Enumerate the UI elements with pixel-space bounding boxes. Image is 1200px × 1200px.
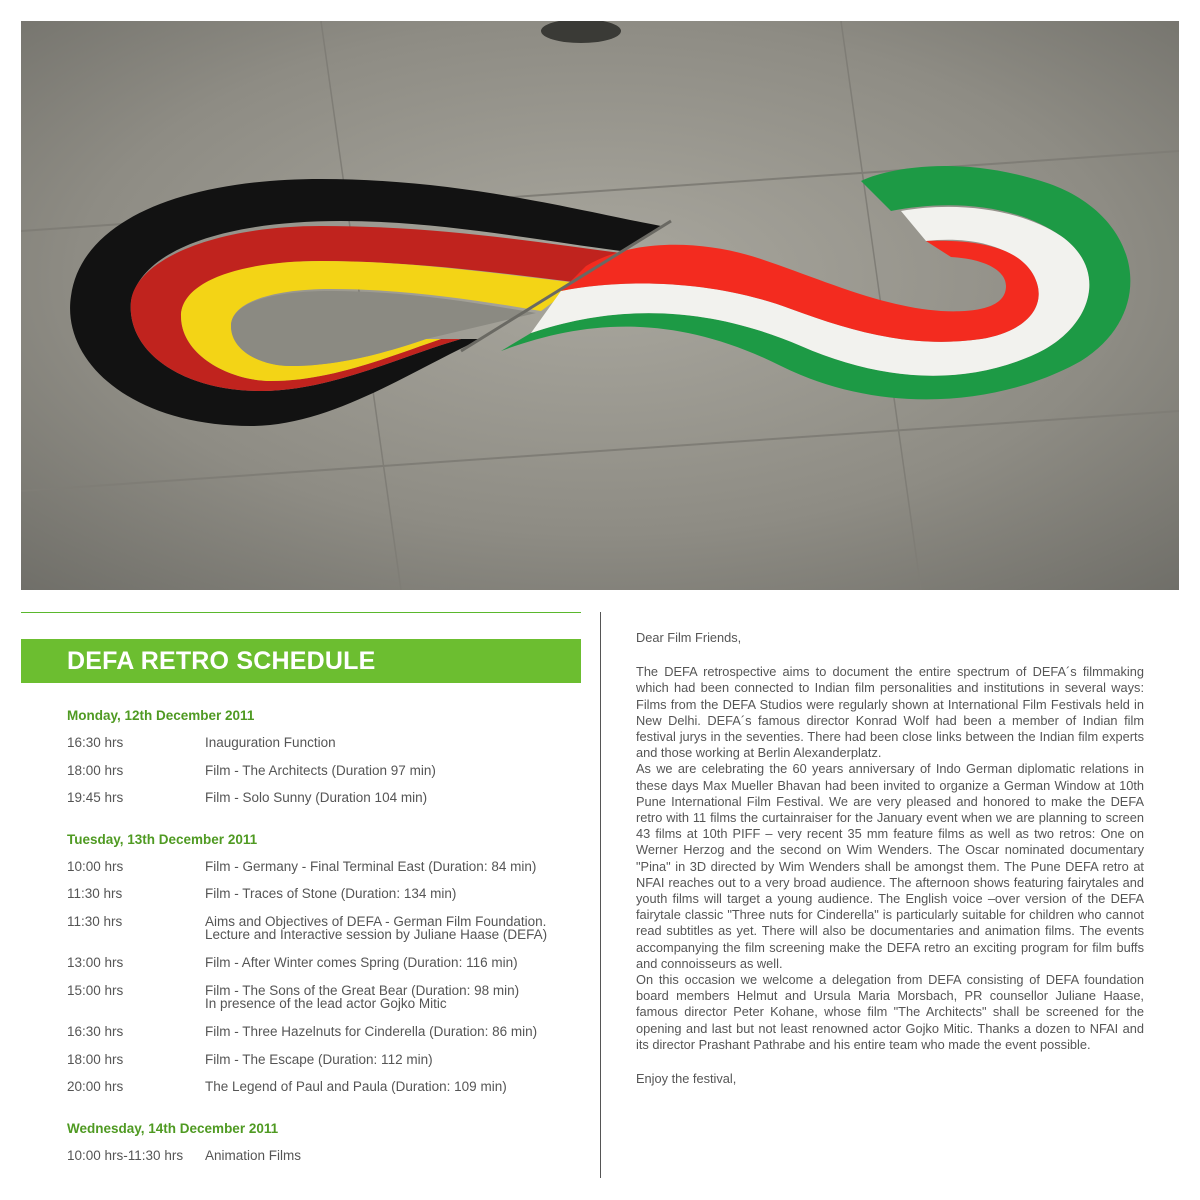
schedule-event-line: Aims and Objectives of DEFA - German Film Foundation. — [205, 913, 547, 929]
schedule-event-line: Film - Traces of Stone (Duration: 134 min) — [205, 886, 457, 901]
schedule-title: DEFA RETRO SCHEDULE — [21, 639, 581, 683]
schedule-time: 19:45 hrs — [67, 790, 124, 805]
rangoli-photo — [21, 21, 1179, 590]
schedule-event-line: Lecture and Interactive session by Juliane Haase (DEFA) — [205, 926, 548, 942]
column-divider — [600, 612, 601, 1178]
letter-paragraph: As we are celebrating the 60 years anniversary of Indo German diplomatic relations in these days Max Mueller Bhavan had been invited to organize a German Window at 10th Pune International Film Festival. We are very pleased and honored to make the DEFA retro with 11 films the curtainraiser for the January event when we are planning to screen 43 films at 10th PIFF – very recent 35 mm feature films as well as two retros: One on Werner Herzog and the second on Wim Wenders. The Oscar nominated documentary "Pina" in 3D directed by Wim Wenders shall be amongst them. The Pune DEFA retro at NFAI reaches out to a very broad audience. The afternoon shows featuring fairytales and youth films will target a young audience. The English voice –over version of the DEFA fairytale classic "Three nuts for Cinderella" is particularly suitable for children who cannot read subtitles as yet. There will also be documentaries and animation films. The events accompanying the film screening make the DEFA retro an exciting program for film buffs and connoisseurs as well. — [636, 761, 1144, 971]
schedule-time: 11:30 hrs — [67, 886, 123, 901]
schedule-event-line: Film - Germany - Final Terminal East (Duration: 84 min) — [205, 858, 537, 874]
schedule-event — [205, 983, 577, 1010]
letter-salutation: Dear Film Friends, — [636, 630, 742, 645]
letter-paragraph: On this occasion we welcome a delegation from DEFA consisting of DEFA foundation board members Helmut and Ursula Maria Morsbach, PR counsellor Juliane Haase, famous director Peter Kohane, whose film "The Architects" shall be screened for the opening and last but not least renowned actor Gojko Mitic. Thanks a dozen to NFAI and its director Prashant Pathrabe and his entire team who made the event possible. — [636, 972, 1144, 1052]
schedule-event-line: Film - The Escape (Duration: 112 min) — [205, 1051, 433, 1067]
schedule-event — [205, 1148, 577, 1163]
schedule-time: 16:30 hrs — [67, 735, 124, 750]
schedule-event — [205, 1079, 577, 1094]
top-rule — [21, 612, 581, 627]
letter-panel — [636, 630, 1144, 1087]
schedule-event — [205, 1024, 577, 1039]
schedule-event — [205, 735, 577, 750]
schedule-event-line: The Legend of Paul and Paula (Duration: 109 min) — [205, 1079, 507, 1094]
schedule-event — [205, 914, 577, 941]
schedule-event-line: Animation Films — [205, 1147, 302, 1163]
day-heading: Monday, 12th December 2011 — [67, 708, 255, 723]
schedule-event — [205, 1052, 577, 1067]
schedule-event-line: In presence of the lead actor Gojko Mitic — [205, 995, 447, 1011]
schedule-event-line: Film - The Architects (Duration 97 min) — [205, 762, 436, 778]
letter-paragraph: The DEFA retrospective aims to document the entire spectrum of DEFA´s filmmaking which had been connected to Indian film personalities and institutions in several ways: Films from the DEFA Studios were regularly shown at International Film Festivals held in New Delhi. DEFA´s famous director Konrad Wolf had been a member of Indian film festival jurys in the seventies. There had been close links between the Indian film experts and those working at Berlin Alexanderplatz. — [636, 664, 1144, 761]
schedule-event-line: Film - Solo Sunny (Duration 104 min) — [205, 790, 428, 805]
letter-closing: Enjoy the festival, — [636, 1071, 737, 1087]
schedule-time: 11:30 hrs — [67, 913, 123, 929]
schedule-event-line: Film - After Winter comes Spring (Duration: 116 min) — [205, 955, 518, 970]
schedule-time: 10:00 hrs — [67, 858, 124, 874]
rangoli-infinity-flags-image — [21, 21, 1179, 590]
schedule-time: 10:00 hrs-11:30 hrs — [67, 1147, 184, 1163]
day-heading: Wednesday, 14th December 2011 — [67, 1120, 279, 1136]
day-heading: Tuesday, 13th December 2011 — [67, 831, 258, 847]
schedule-event — [205, 859, 577, 874]
schedule-event-line: Film - The Sons of the Great Bear (Duration: 98 min) — [205, 982, 520, 998]
schedule-time: 20:00 hrs — [67, 1079, 124, 1094]
schedule-event — [205, 886, 577, 901]
schedule-event-line: Film - Three Hazelnuts for Cinderella (Duration: 86 min) — [205, 1024, 538, 1039]
schedule-event-line: Inauguration Function — [205, 735, 336, 750]
schedule-event — [205, 763, 577, 778]
schedule-time: 15:00 hrs — [67, 982, 124, 998]
schedule-time: 13:00 hrs — [67, 955, 124, 970]
schedule-time: 16:30 hrs — [67, 1024, 124, 1039]
schedule-time: 18:00 hrs — [67, 1051, 124, 1067]
schedule-event — [205, 955, 577, 970]
schedule-time: 18:00 hrs — [67, 762, 124, 778]
schedule-panel — [21, 612, 581, 1178]
schedule-event — [205, 790, 577, 805]
